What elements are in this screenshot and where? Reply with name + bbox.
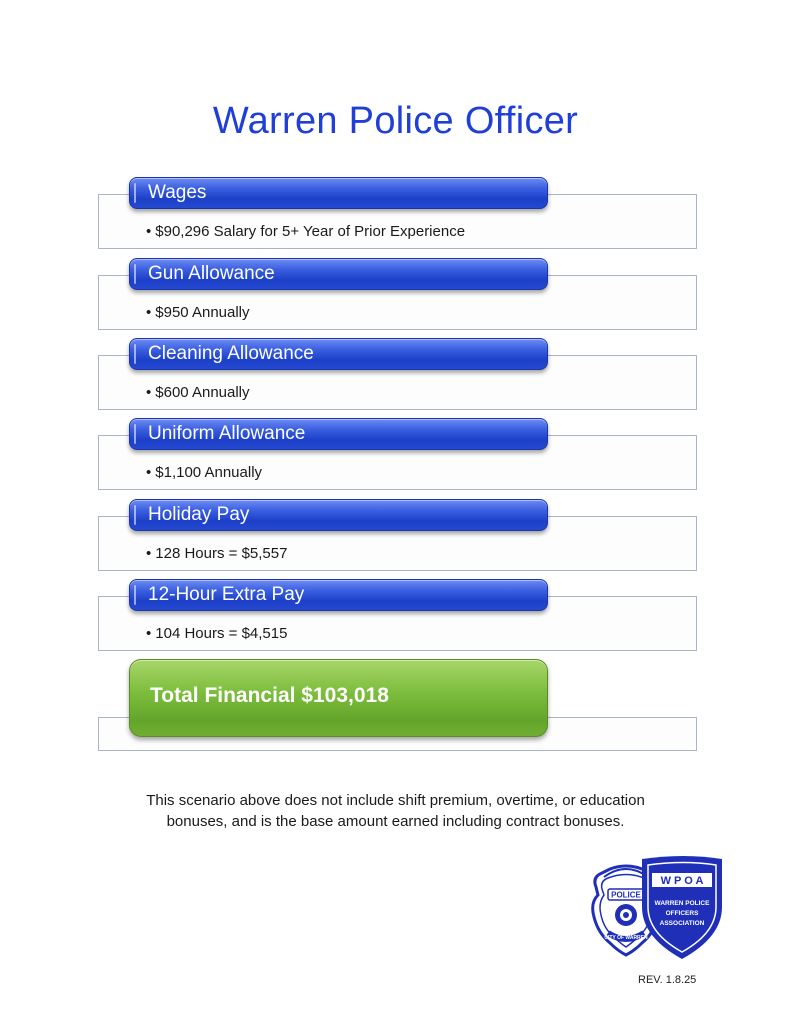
benefit-label: Cleaning Allowance	[148, 343, 314, 364]
benefit-detail-text: $950 Annually	[155, 304, 250, 321]
benefit-item-uniform-allowance	[0, 418, 791, 498]
benefit-item-wages	[0, 177, 791, 257]
benefit-header-bar	[129, 338, 548, 370]
total-financial-label: Total Financial $103,018	[150, 684, 389, 707]
disclaimer-line-1: This scenario above does not include shift premium, overtime, or education	[146, 792, 645, 809]
bullet-icon: •	[146, 384, 152, 401]
badge-top-text: POLICE	[611, 890, 641, 900]
bullet-icon: •	[146, 625, 152, 642]
revision-label: REV. 1.8.25	[638, 974, 697, 986]
benefit-item-12-hour-extra-pay	[0, 579, 791, 659]
benefit-detail	[146, 384, 250, 401]
benefit-detail	[146, 545, 287, 562]
disclaimer	[0, 790, 791, 832]
total-financial-block	[0, 659, 791, 754]
benefit-detail-text: $600 Annually	[155, 384, 250, 401]
benefit-item-cleaning-allowance	[0, 338, 791, 418]
benefit-label: 12-Hour Extra Pay	[148, 584, 305, 605]
benefit-item-gun-allowance	[0, 258, 791, 338]
benefit-header-bar	[129, 258, 548, 290]
total-header-bar	[129, 659, 548, 737]
benefit-label: Holiday Pay	[148, 504, 250, 525]
wpoa-line-2: OFFICERS	[665, 910, 699, 917]
wpoa-line-3: ASSOCIATION	[659, 920, 705, 927]
wpoa-shield-logo	[642, 856, 722, 959]
bullet-icon: •	[146, 545, 152, 562]
bullet-icon: •	[146, 304, 152, 321]
benefit-header-bar	[129, 579, 548, 611]
page-title: Warren Police Officer	[212, 100, 579, 142]
benefit-detail-text: $1,100 Annually	[155, 464, 263, 481]
benefit-item-holiday-pay	[0, 499, 791, 579]
disclaimer-line-2: bonuses, and is the base amount earned including contract bonuses.	[166, 813, 625, 830]
benefit-detail-text: 128 Hours = $5,557	[155, 545, 288, 562]
benefit-detail	[146, 625, 287, 642]
benefit-header-bar	[129, 499, 548, 531]
benefit-detail-text: 104 Hours = $4,515	[155, 625, 288, 642]
benefit-detail-text: $90,296 Salary for 5+ Year of Prior Experience	[155, 223, 466, 240]
benefit-label: Uniform Allowance	[148, 423, 306, 444]
wpoa-letters: W P O A	[660, 875, 704, 887]
benefit-detail	[146, 464, 262, 481]
logo-area	[588, 855, 728, 967]
benefit-label: Wages	[148, 182, 207, 203]
wpoa-line-1: WARREN POLICE	[654, 900, 710, 907]
badge-bottom-text: CITY OF WARREN	[604, 935, 648, 941]
benefit-label: Gun Allowance	[148, 263, 275, 284]
benefit-header-bar	[129, 418, 548, 450]
benefit-detail	[146, 304, 250, 321]
bullet-icon: •	[146, 464, 152, 481]
benefit-header-bar	[129, 177, 548, 209]
bullet-icon: •	[146, 223, 152, 240]
association-logos	[588, 855, 728, 967]
benefit-detail	[146, 223, 465, 240]
